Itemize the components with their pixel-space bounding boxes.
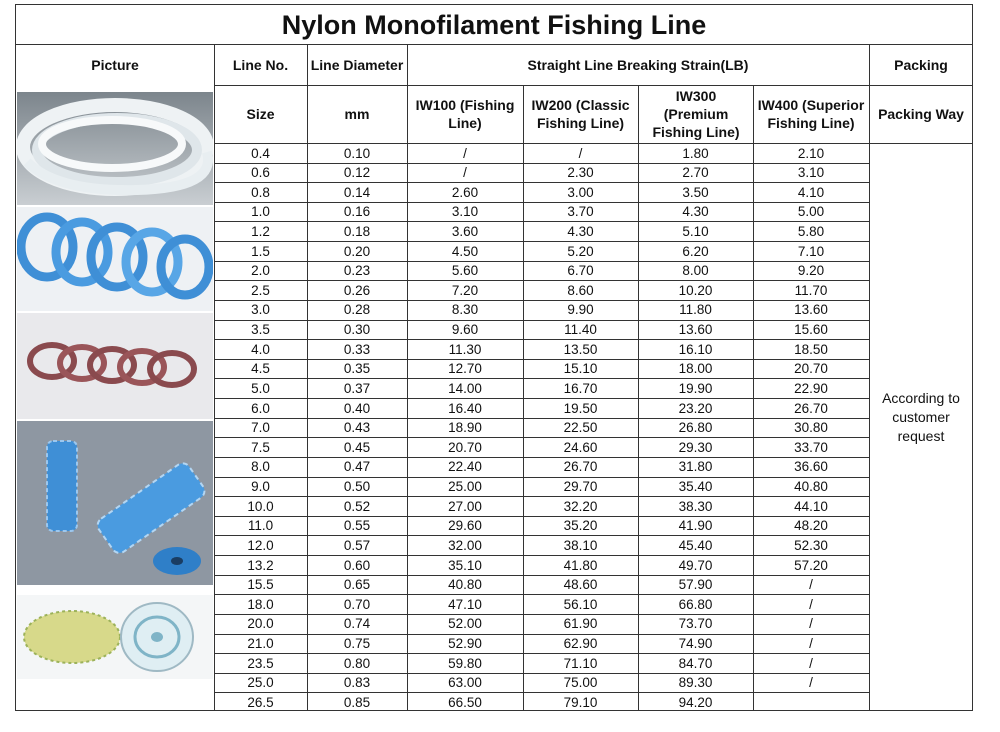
diameter-cell: 0.70 [343, 596, 371, 612]
iw100-cell: 52.00 [448, 616, 482, 632]
iw300-cell: 19.90 [678, 380, 713, 396]
iw100-cell: 25.00 [448, 479, 482, 495]
diameter-cell: 0.14 [343, 184, 371, 200]
iw200-cell: 56.10 [563, 596, 598, 612]
grid-line [214, 437, 869, 438]
iw200-cell: 8.60 [567, 282, 594, 298]
diameter-cell: 0.83 [343, 675, 371, 691]
iw400-cell [753, 693, 869, 713]
grid-line [214, 555, 869, 556]
iw100-cell: 14.00 [448, 380, 482, 396]
iw400-cell: 57.20 [794, 557, 828, 573]
iw400-cell: / [809, 675, 813, 691]
header-iw100: IW100 (Fishing Line) [415, 97, 515, 131]
diameter-cell: 0.74 [343, 616, 371, 632]
iw100-cell: 7.20 [451, 282, 479, 298]
diameter-cell: 0.85 [343, 694, 371, 710]
header-size: Size [246, 106, 275, 122]
grid-line [214, 398, 869, 399]
iw200-cell: 24.60 [563, 439, 598, 455]
iw200-cell: 13.50 [563, 341, 598, 357]
iw300-cell: 2.70 [682, 165, 709, 181]
iw300-cell: 38.30 [678, 498, 713, 514]
size-cell: 3.5 [251, 322, 270, 338]
diameter-cell: 0.16 [343, 204, 371, 220]
white-line-coil-photo [17, 92, 213, 205]
grid-line [214, 614, 869, 615]
grid-line [214, 516, 869, 517]
diameter-cell: 0.47 [343, 459, 371, 475]
grid-line [214, 378, 869, 379]
iw300-cell: 6.20 [682, 243, 709, 259]
iw300-cell: 26.80 [678, 420, 713, 436]
iw400-cell: 44.10 [794, 498, 828, 514]
iw100-cell: 22.40 [448, 459, 482, 475]
diameter-cell: 0.55 [343, 518, 371, 534]
size-cell: 15.5 [247, 577, 274, 593]
grid-line [214, 457, 869, 458]
iw200-cell: / [578, 145, 583, 161]
iw200-cell: 5.20 [567, 243, 594, 259]
iw100-cell: 11.30 [448, 341, 482, 357]
size-cell: 13.2 [247, 557, 274, 573]
iw100-cell: 52.90 [448, 636, 482, 651]
grid-line [214, 692, 869, 693]
size-cell: 2.0 [251, 263, 270, 279]
iw200-cell: 48.60 [563, 577, 598, 593]
grid-line [214, 280, 869, 281]
iw100-cell: 8.30 [451, 302, 479, 318]
grid-line [214, 221, 869, 222]
iw100-cell: 66.50 [448, 694, 482, 710]
grid-line [214, 535, 869, 536]
iw100-cell: / [463, 145, 467, 161]
grid-line [214, 241, 869, 242]
iw400-cell: 26.70 [794, 400, 828, 416]
iw100-cell: 12.70 [448, 361, 482, 377]
size-cell: 11.0 [247, 518, 274, 534]
iw200-cell: 38.10 [563, 537, 598, 553]
packing-note: According to customer request [882, 390, 960, 444]
iw100-cell: 3.60 [451, 223, 479, 239]
iw200-cell: 11.40 [564, 322, 597, 338]
iw400-cell: 3.10 [797, 165, 825, 181]
iw400-cell: 13.60 [794, 302, 828, 318]
diameter-cell: 0.52 [343, 498, 371, 514]
diameter-cell: 0.40 [343, 400, 371, 416]
size-cell: 23.5 [247, 655, 274, 671]
iw400-cell: 11.70 [794, 282, 828, 298]
size-cell: 3.0 [251, 302, 270, 318]
size-cell: 9.0 [251, 479, 270, 495]
iw400-cell: 52.30 [794, 537, 828, 553]
iw300-cell: 41.90 [678, 518, 713, 534]
diameter-cell: 0.12 [343, 165, 371, 181]
grid-line [214, 418, 869, 419]
iw400-cell: 33.70 [794, 439, 828, 455]
iw300-cell: 8.00 [682, 263, 709, 279]
iw100-cell: 3.10 [451, 204, 479, 220]
iw100-cell: 32.00 [448, 537, 482, 553]
iw100-cell: 18.90 [448, 420, 482, 436]
size-cell: 1.0 [251, 204, 270, 220]
iw400-cell: 22.90 [794, 380, 828, 396]
diameter-cell: 0.28 [343, 302, 371, 318]
header-mm: mm [344, 106, 370, 122]
iw100-cell: 20.70 [448, 439, 482, 455]
iw100-cell: / [463, 165, 467, 181]
size-cell: 26.5 [247, 694, 274, 710]
grid-line [214, 300, 869, 301]
size-cell: 8.0 [251, 459, 270, 475]
grid-line [214, 477, 869, 478]
diameter-cell: 0.10 [343, 145, 371, 161]
iw400-cell: 9.20 [797, 263, 825, 279]
iw200-cell: 62.90 [563, 636, 598, 651]
size-cell: 0.8 [251, 184, 270, 200]
size-cell: 2.5 [251, 282, 270, 298]
grid-line [214, 261, 869, 262]
iw300-cell: 23.20 [678, 400, 713, 416]
iw400-cell: 5.00 [797, 204, 825, 220]
iw400-cell: / [809, 616, 813, 632]
iw300-cell: 84.70 [678, 655, 713, 671]
header-line-diameter: Line Diameter [310, 57, 404, 73]
grid-line [869, 45, 870, 710]
iw300-cell: 1.80 [682, 145, 709, 161]
iw300-cell: 5.10 [682, 223, 709, 239]
size-cell: 7.5 [251, 439, 270, 455]
grid-line [869, 143, 973, 144]
iw200-cell: 61.90 [563, 616, 598, 632]
iw300-cell: 18.00 [678, 361, 713, 377]
iw200-cell: 29.70 [563, 479, 598, 495]
iw300-cell: 29.30 [678, 439, 713, 455]
blue-spools-photo [17, 421, 213, 585]
iw100-cell: 5.60 [451, 263, 479, 279]
iw100-cell: 4.50 [451, 243, 479, 259]
header-picture: Picture [91, 57, 139, 73]
size-cell: 12.0 [247, 537, 274, 553]
diameter-cell: 0.45 [343, 439, 371, 455]
iw200-cell: 4.30 [567, 223, 594, 239]
iw300-cell: 16.10 [678, 341, 713, 357]
iw400-cell: / [809, 596, 813, 612]
diameter-cell: 0.20 [343, 243, 371, 259]
grid-line [214, 594, 869, 595]
blue-line-coils-photo [17, 207, 213, 311]
size-cell: 4.5 [251, 361, 270, 377]
diameter-cell: 0.80 [343, 655, 371, 671]
iw200-cell: 6.70 [567, 263, 594, 279]
iw100-cell: 29.60 [448, 518, 482, 534]
size-cell: 4.0 [251, 341, 270, 357]
size-cell: 18.0 [247, 596, 274, 612]
size-cell: 1.5 [251, 243, 270, 259]
brown-line-coils-photo [17, 313, 213, 419]
page-title: Nylon Monofilament Fishing Line [16, 5, 972, 45]
iw300-cell: 73.70 [678, 616, 713, 632]
diameter-cell: 0.26 [343, 282, 371, 298]
iw200-cell: 26.70 [563, 459, 598, 475]
diameter-cell: 0.60 [343, 557, 371, 573]
header-iw200: IW200 (Classic Fishing Line) [531, 97, 630, 131]
diameter-cell: 0.37 [343, 380, 371, 396]
iw100-cell: 2.60 [451, 184, 479, 200]
iw100-cell: 59.80 [448, 655, 482, 671]
diameter-cell: 0.35 [343, 361, 371, 377]
iw100-cell: 16.40 [448, 400, 482, 416]
iw200-cell: 35.20 [563, 518, 598, 534]
grid-line [214, 575, 869, 576]
size-cell: 6.0 [251, 400, 270, 416]
iw400-cell: / [809, 636, 813, 651]
diameter-cell: 0.65 [343, 577, 371, 593]
grid-line [214, 673, 869, 674]
size-cell: 7.0 [251, 420, 270, 436]
diameter-cell: 0.30 [343, 322, 371, 338]
header-packing-way: Packing Way [878, 106, 964, 122]
iw100-cell: 40.80 [448, 577, 482, 593]
iw300-cell: 13.60 [678, 322, 713, 338]
grid-line [214, 163, 869, 164]
header-line-no: Line No. [232, 57, 289, 73]
diameter-cell: 0.75 [343, 636, 371, 651]
header-iw300: IW300 (Premium Fishing Line) [652, 88, 740, 140]
iw200-cell: 9.90 [567, 302, 594, 318]
diameter-cell: 0.50 [343, 479, 371, 495]
iw200-cell: 3.70 [567, 204, 594, 220]
iw400-cell: 40.80 [794, 479, 828, 495]
iw300-cell: 31.80 [678, 459, 713, 475]
iw400-cell: 30.80 [794, 420, 828, 436]
iw300-cell: 4.30 [682, 204, 709, 220]
iw200-cell: 16.70 [563, 380, 598, 396]
iw400-cell: 48.20 [794, 518, 828, 534]
iw300-cell: 74.90 [678, 636, 713, 651]
diameter-cell: 0.43 [343, 420, 371, 436]
iw200-cell: 71.10 [563, 655, 598, 671]
header-breaking-strain: Straight Line Breaking Strain(LB) [527, 57, 749, 73]
iw400-cell: 4.10 [797, 184, 825, 200]
iw300-cell: 66.80 [678, 596, 713, 612]
size-cell: 25.0 [247, 675, 274, 691]
diameter-cell: 0.23 [343, 263, 371, 279]
iw400-cell: / [809, 577, 813, 593]
iw400-cell: 20.70 [794, 361, 828, 377]
iw100-cell: 27.00 [448, 498, 482, 514]
iw200-cell: 32.20 [563, 498, 598, 514]
iw400-cell: 36.60 [794, 459, 828, 475]
grid-line [214, 359, 869, 360]
iw300-cell: 11.80 [679, 302, 712, 318]
iw300-cell: 89.30 [678, 675, 713, 691]
iw400-cell: 7.10 [797, 243, 825, 259]
iw300-cell: 10.20 [678, 282, 713, 298]
iw100-cell: 47.10 [448, 596, 482, 612]
iw300-cell: 57.90 [678, 577, 713, 593]
grid-line [214, 634, 869, 635]
spec-table [15, 4, 973, 711]
iw200-cell: 15.10 [563, 361, 598, 377]
iw400-cell: 15.60 [794, 322, 828, 338]
iw300-cell: 49.70 [678, 557, 713, 573]
grid-line [214, 320, 869, 321]
size-cell: 20.0 [247, 616, 274, 632]
iw400-cell: 18.50 [794, 341, 828, 357]
iw300-cell: 3.50 [682, 184, 709, 200]
iw200-cell: 79.10 [563, 694, 598, 710]
iw200-cell: 2.30 [567, 165, 594, 181]
iw200-cell: 41.80 [563, 557, 598, 573]
size-cell: 21.0 [247, 636, 274, 651]
iw400-cell: 2.10 [797, 145, 825, 161]
grid-line [214, 202, 869, 203]
size-cell: 0.4 [251, 145, 270, 161]
diameter-cell: 0.18 [343, 223, 371, 239]
iw200-cell: 3.00 [567, 184, 594, 200]
grid-line [214, 182, 869, 183]
size-cell: 1.2 [251, 223, 270, 239]
diameter-cell: 0.57 [343, 537, 371, 553]
header-packing: Packing [894, 57, 948, 73]
size-cell: 10.0 [247, 498, 274, 514]
iw100-cell: 35.10 [448, 557, 482, 573]
iw200-cell: 22.50 [563, 420, 598, 436]
size-cell: 0.6 [251, 165, 270, 181]
iw300-cell: 35.40 [678, 479, 713, 495]
iw400-cell: 5.80 [797, 223, 825, 239]
header-iw400: IW400 (Superior Fishing Line) [757, 97, 865, 131]
diameter-cell: 0.33 [343, 341, 371, 357]
iw200-cell: 75.00 [563, 675, 598, 691]
iw300-cell: 45.40 [678, 537, 713, 553]
iw100-cell: 9.60 [451, 322, 479, 338]
size-cell: 5.0 [251, 380, 270, 396]
grid-line [214, 496, 869, 497]
iw300-cell: 94.20 [678, 694, 713, 710]
grid-line [214, 653, 869, 654]
iw400-cell: / [809, 655, 813, 671]
iw100-cell: 63.00 [448, 675, 482, 691]
yellow-spool-photo [17, 595, 213, 679]
iw200-cell: 19.50 [563, 400, 598, 416]
grid-line [214, 339, 869, 340]
